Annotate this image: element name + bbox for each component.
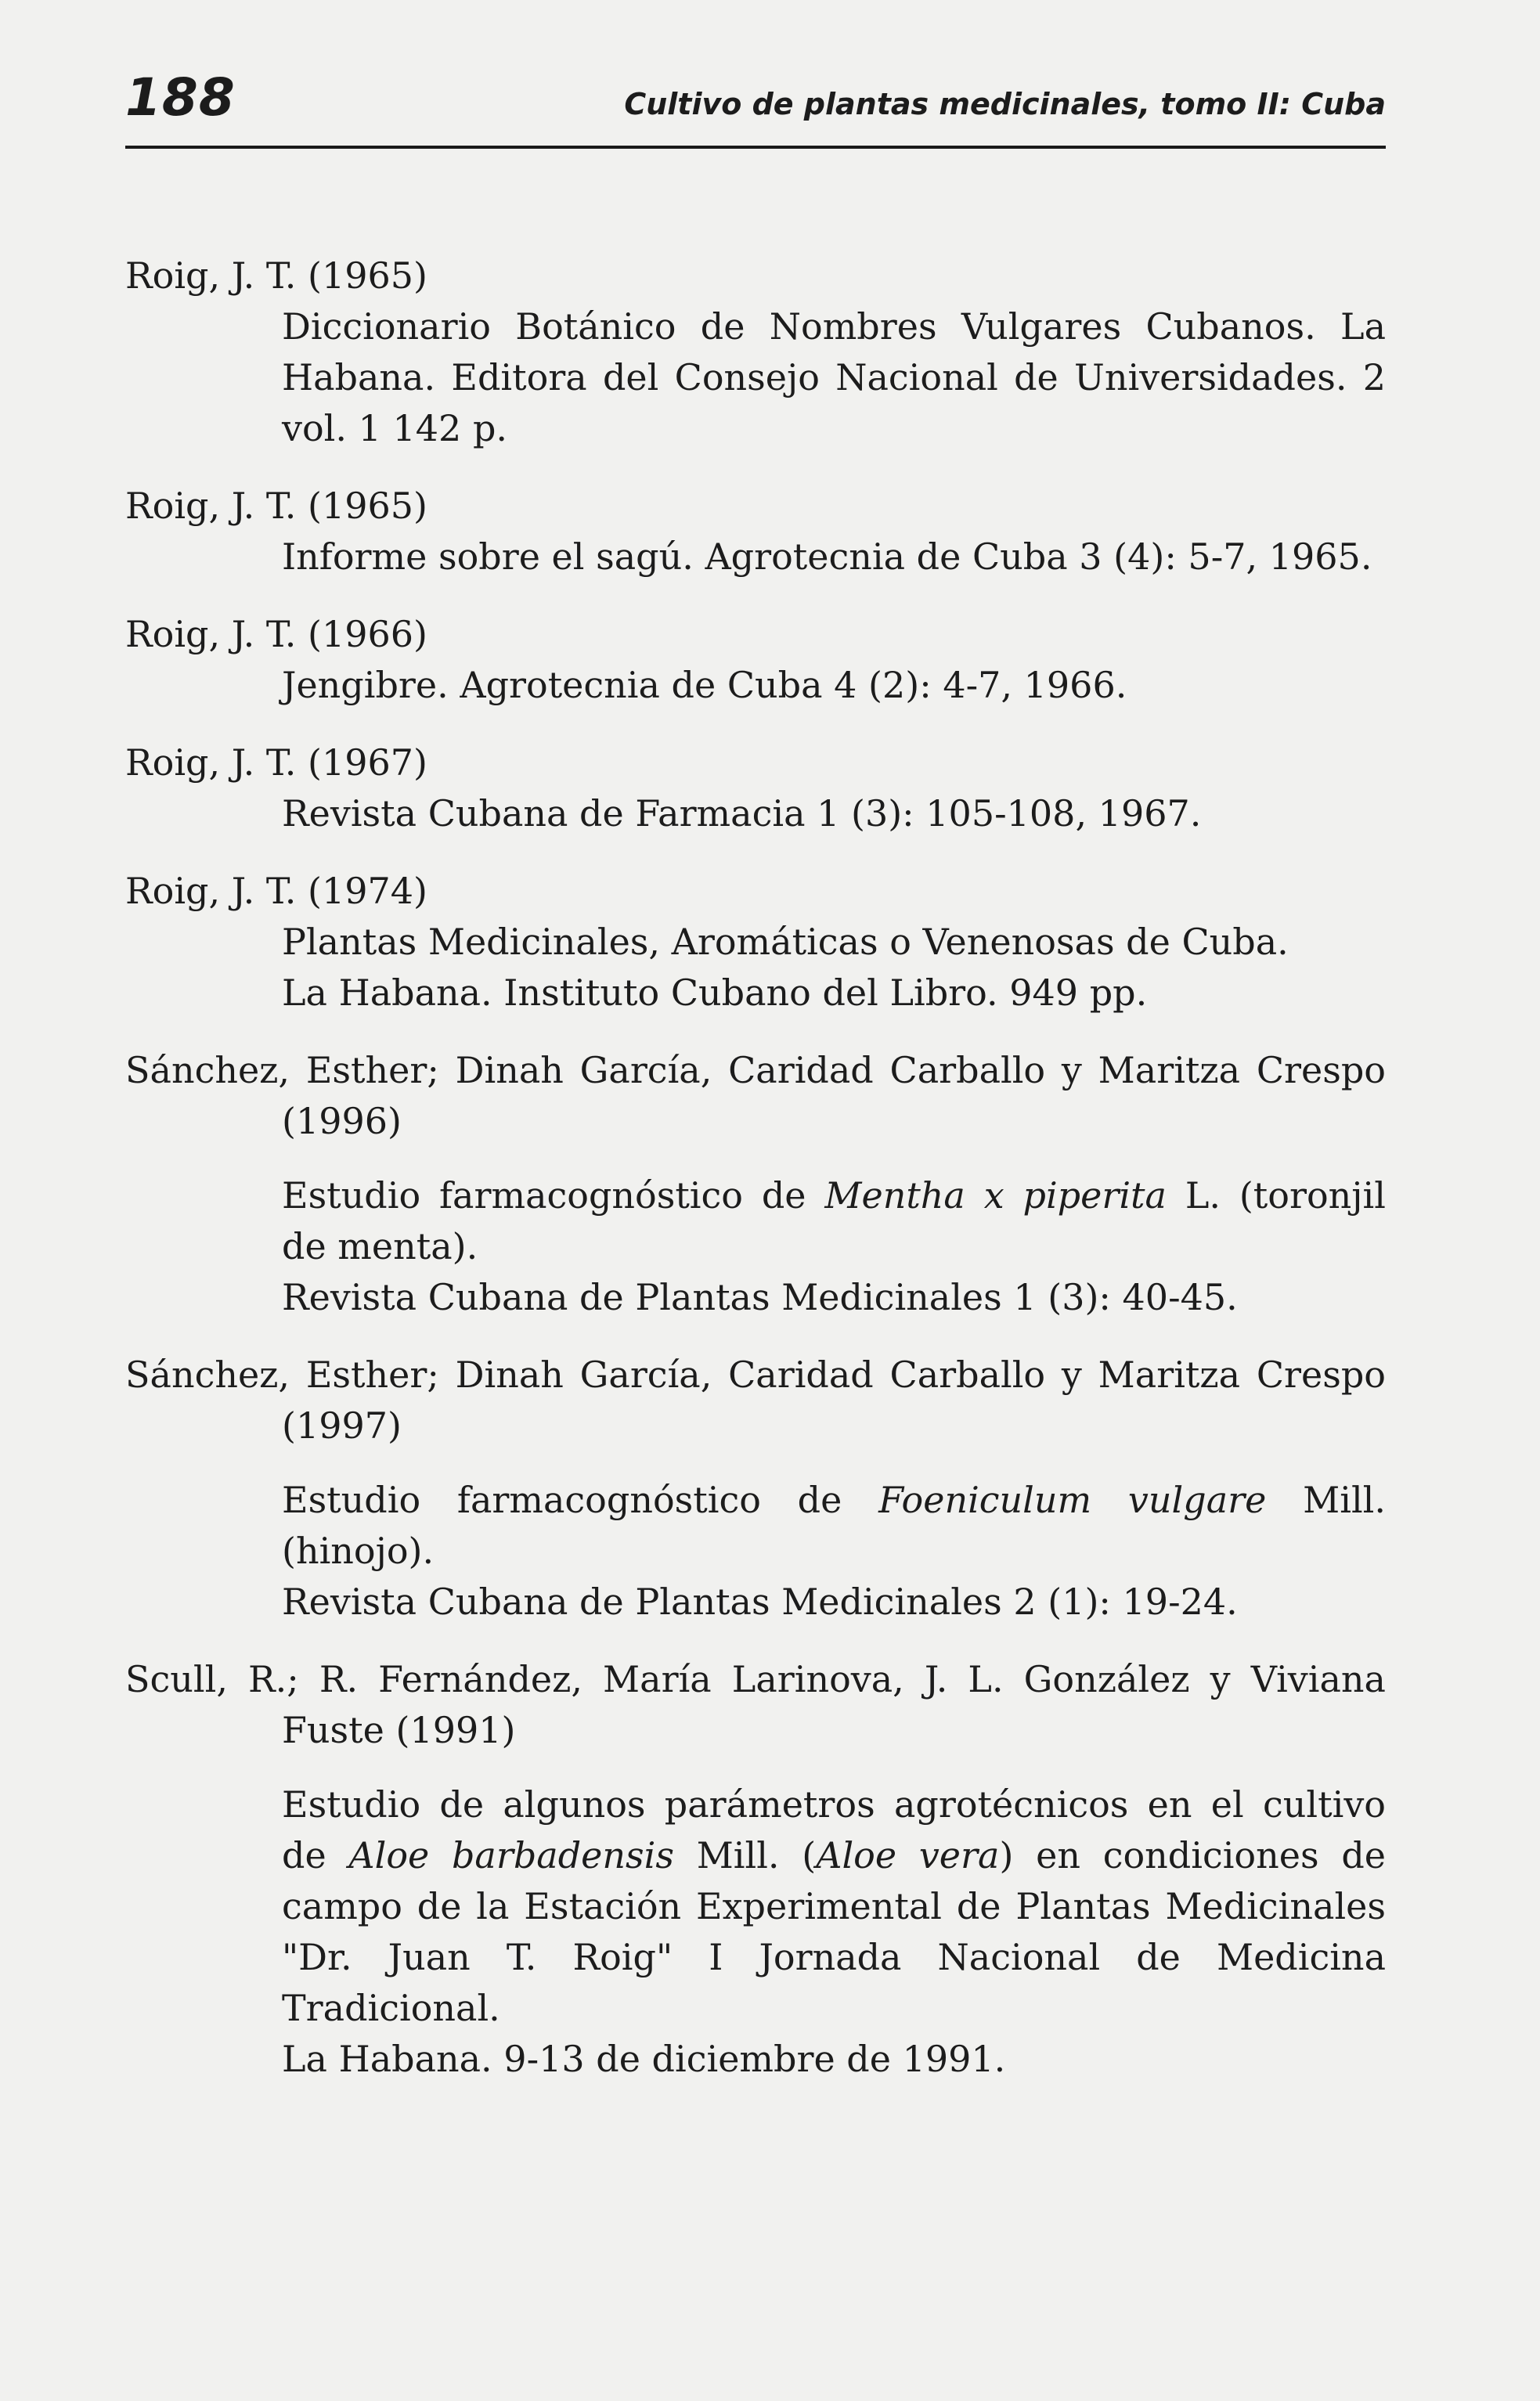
reference-entry: [125, 737, 1386, 839]
reference-detail: Jengibre. Agrotecnia de Cuba 4 (2): 4-7, 1966.: [282, 664, 1127, 706]
reference-list: [125, 251, 1386, 2111]
reference-entry: [125, 609, 1386, 711]
reference-source: Revista Cubana de Plantas Medicinales 2 (1): 19-24.: [282, 1581, 1238, 1623]
reference-source: Revista Cubana de Plantas Medicinales 1 (3): 40-45.: [282, 1276, 1238, 1318]
reference-entry: [125, 1350, 1386, 1628]
species-name: Foeniculum vulgare: [878, 1479, 1267, 1521]
header-rule: [125, 146, 1386, 149]
title-text: ) en condiciones de campo de la Estación Experimental de Plantas Medicinales "Dr. Juan T. Roig" I Jornada Nacional de Medicina Tradicional.: [282, 1834, 1386, 2029]
reference-title: [125, 1779, 1386, 2034]
species-name: Mentha x piperita: [824, 1174, 1167, 1217]
reference-title: Plantas Medicinales, Aromáticas o Venenosas de Cuba.: [282, 921, 1289, 963]
reference-author: Roig, J. T. (1965): [125, 485, 427, 527]
reference-author: Sánchez, Esther; Dinah García, Caridad Carballo y Maritza Crespo (1997): [125, 1354, 1386, 1447]
page-number: 188: [125, 67, 236, 128]
title-text: Estudio farmacognóstico de: [282, 1174, 825, 1217]
title-text: L. (toronjil de menta).: [282, 1174, 1386, 1267]
title-text: Mill. (: [673, 1834, 817, 1876]
page-header: [125, 67, 1386, 150]
reference-source: La Habana. 9-13 de diciembre de 1991.: [282, 2038, 1006, 2080]
title-text: Estudio farmacognóstico de: [282, 1479, 879, 1521]
reference-detail: Revista Cubana de Farmacia 1 (3): 105-108, 1967.: [282, 792, 1202, 835]
reference-entry: [125, 866, 1386, 1018]
reference-author: Scull, R.; R. Fernández, María Larinova, J. L. González y Viviana Fuste (1991): [125, 1658, 1386, 1751]
reference-detail: Diccionario Botánico de Nombres Vulgares Cubanos. La Habana. Editora del Consejo Nacional de Universidades. 2 vol. 1 142 p.: [282, 305, 1386, 449]
reference-title: [125, 1475, 1386, 1577]
reference-entry: [125, 251, 1386, 454]
reference-entry: [125, 481, 1386, 582]
species-name: Aloe vera: [816, 1834, 1000, 1876]
reference-title: [125, 1170, 1386, 1272]
reference-source: La Habana. Instituto Cubano del Libro. 949 pp.: [282, 972, 1148, 1014]
title-text: Mill. (hinojo).: [282, 1479, 1386, 1572]
reference-detail: Informe sobre el sagú. Agrotecnia de Cuba 3 (4): 5-7, 1965.: [282, 535, 1372, 578]
reference-author: Sánchez, Esther; Dinah García, Caridad Carballo y Maritza Crespo (1996): [125, 1049, 1386, 1142]
title-text: Estudio de algunos parámetros agrotécnicos en el cultivo de: [282, 1783, 1386, 1876]
reference-entry: [125, 1654, 1386, 2085]
reference-entry: [125, 1045, 1386, 1323]
species-name: Aloe barbadensis: [348, 1834, 674, 1876]
reference-author: Roig, J. T. (1965): [125, 254, 427, 297]
reference-author: Roig, J. T. (1974): [125, 870, 427, 912]
reference-author: Roig, J. T. (1967): [125, 741, 427, 784]
reference-author: Roig, J. T. (1966): [125, 613, 427, 655]
running-title: Cultivo de plantas medicinales, tomo II: Cuba: [624, 87, 1386, 121]
